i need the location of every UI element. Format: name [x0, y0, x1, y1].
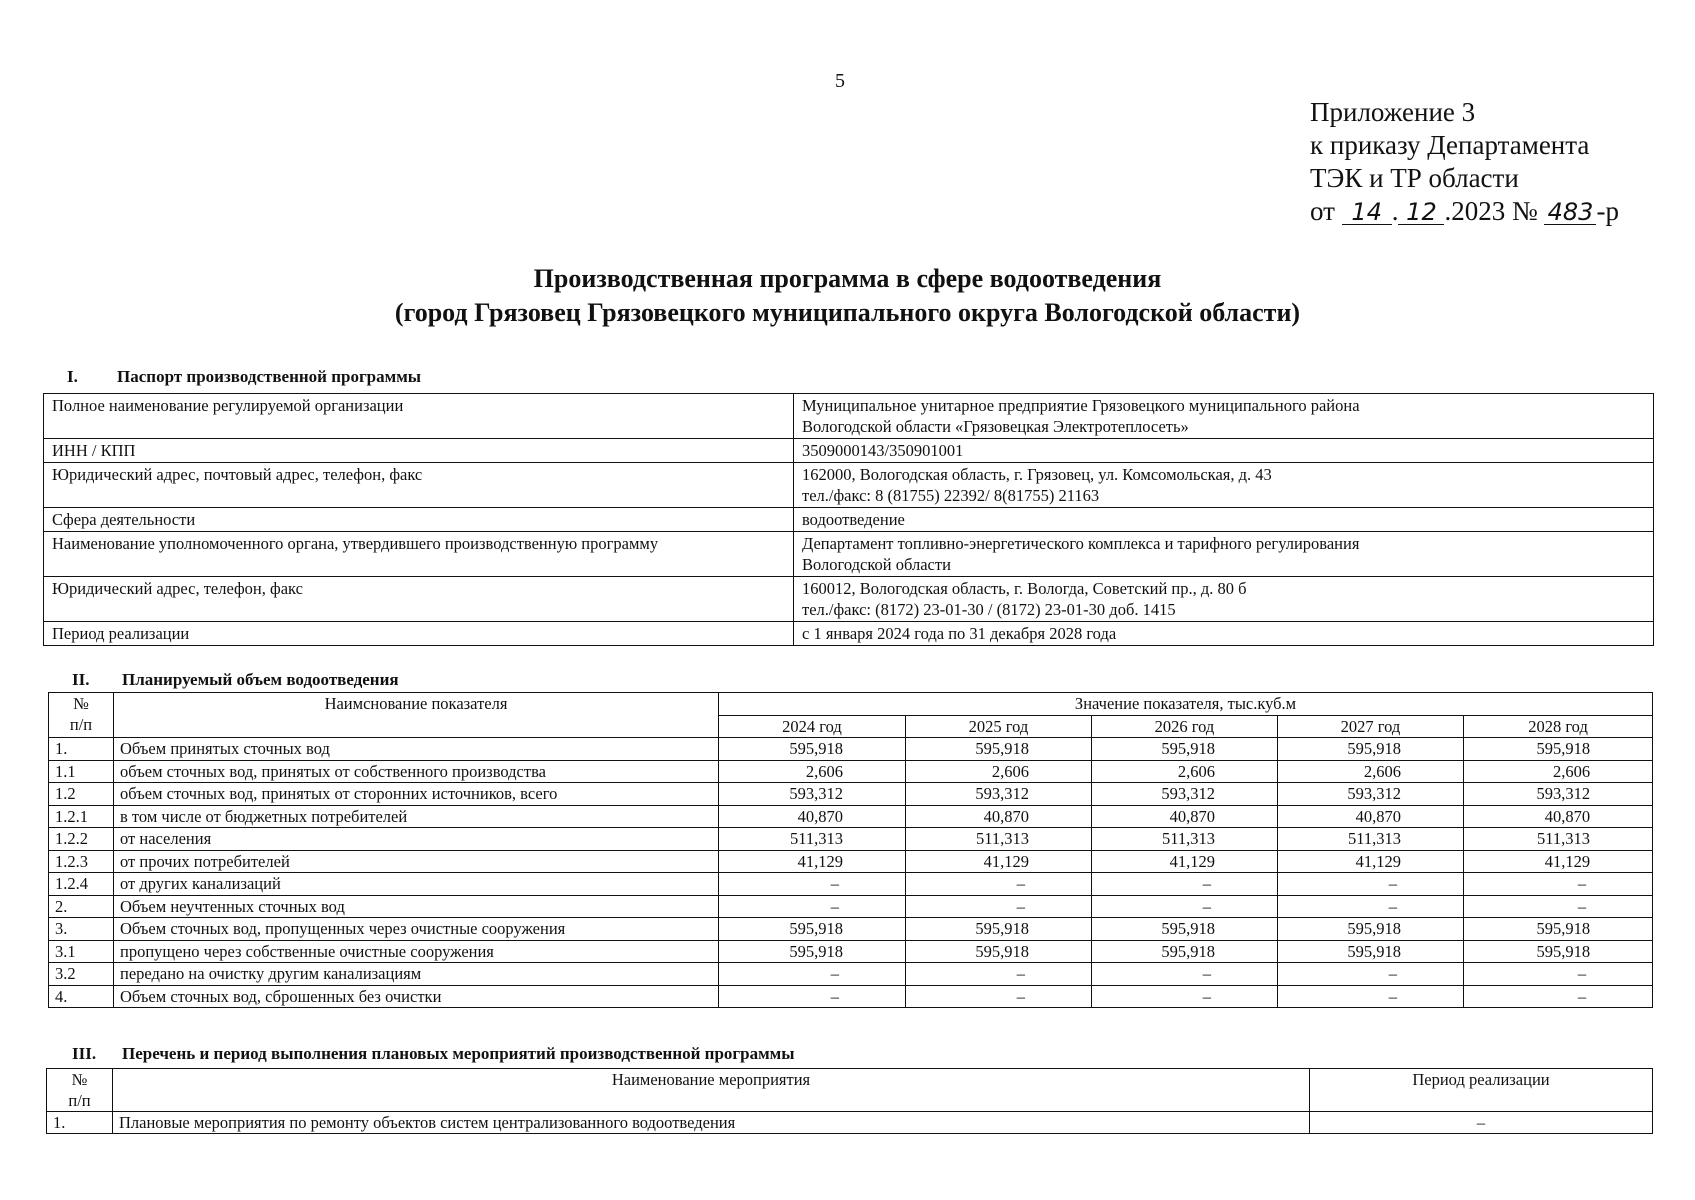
indicator-value: 2,606	[719, 760, 906, 783]
row-number: 1.2.2	[49, 828, 114, 851]
indicator-value: –	[1278, 873, 1464, 896]
row-number: 1.2	[49, 783, 114, 806]
section-1-title: Паспорт производственной программы	[117, 367, 422, 386]
indicator-value: 595,918	[1464, 918, 1653, 941]
indicator-value: –	[906, 895, 1092, 918]
col-num-line-1: №	[73, 694, 89, 713]
table-row	[49, 850, 1653, 873]
indicator-value: 41,129	[1464, 850, 1653, 873]
indicator-name: объем сточных вод, принятых от сторонних источников, всего	[114, 783, 719, 806]
passport-label: Наименование уполномоченного органа, утвердившего производственную программу	[44, 532, 794, 577]
appendix-block	[1310, 96, 1619, 228]
indicator-value: 595,918	[1278, 940, 1464, 963]
indicator-value: 2,606	[1278, 760, 1464, 783]
table-row	[47, 1112, 1653, 1134]
year-header: 2028 год	[1464, 715, 1653, 738]
passport-value	[794, 577, 1654, 622]
table-row	[49, 738, 1653, 761]
indicator-value: 511,313	[1278, 828, 1464, 851]
order-suffix: -р	[1596, 196, 1619, 226]
indicator-value: –	[719, 963, 906, 986]
indicator-name: передано на очистку другим канализациям	[114, 963, 719, 986]
volume-col-name: Наимснование показателя	[114, 693, 719, 738]
indicator-value: 2,606	[906, 760, 1092, 783]
indicator-name: объем сточных вод, принятых от собственного производства	[114, 760, 719, 783]
indicator-name: в том числе от бюджетных потребителей	[114, 805, 719, 828]
passport-row	[44, 577, 1654, 622]
table-row	[49, 963, 1653, 986]
passport-value-line: тел./факс: (8172) 23-01-30 / (8172) 23-01-30 доб. 1415	[802, 600, 1176, 619]
section-2-heading	[48, 670, 399, 690]
passport-row	[44, 463, 1654, 508]
indicator-name: от прочих потребителей	[114, 850, 719, 873]
passport-value-line: 3509000143/350901001	[802, 441, 964, 460]
col-num-line-1: №	[71, 1070, 88, 1089]
indicator-value: –	[1278, 985, 1464, 1008]
events-col-period: Период реализации	[1310, 1069, 1653, 1112]
passport-table	[43, 393, 1654, 646]
col-num-line-2: п/п	[68, 1091, 91, 1110]
year-header: 2025 год	[906, 715, 1092, 738]
passport-value	[794, 463, 1654, 508]
year-header: 2027 год	[1278, 715, 1464, 738]
volume-col-value: Значение показателя, тыс.куб.м	[719, 693, 1653, 716]
row-number: 3.1	[49, 940, 114, 963]
indicator-value: –	[1092, 873, 1278, 896]
passport-label: ИНН / КПП	[44, 439, 794, 463]
indicator-value: 41,129	[1092, 850, 1278, 873]
indicator-name: Объем сточных вод, сброшенных без очистки	[114, 985, 719, 1008]
table-row	[49, 828, 1653, 851]
indicator-value: 595,918	[906, 918, 1092, 941]
passport-value-line: Департамент топливно-энергетического комплекса и тарифного регулирования	[802, 534, 1360, 553]
passport-value	[794, 622, 1654, 646]
row-number: 1.1	[49, 760, 114, 783]
indicator-name: пропущено через собственные очистные сооружения	[114, 940, 719, 963]
passport-value	[794, 532, 1654, 577]
indicator-value: 41,129	[1278, 850, 1464, 873]
row-number: 1.2.4	[49, 873, 114, 896]
indicator-value: –	[1464, 895, 1653, 918]
title-line-2: (город Грязовец Грязовецкого муниципального округа Вологодской области)	[394, 298, 1301, 327]
appendix-date-line	[1310, 195, 1619, 228]
table-row	[49, 760, 1653, 783]
passport-row	[44, 532, 1654, 577]
indicator-value: 511,313	[906, 828, 1092, 851]
section-2-roman: II.	[72, 670, 90, 689]
table-row	[49, 918, 1653, 941]
indicator-value: –	[1464, 985, 1653, 1008]
passport-value	[794, 394, 1654, 439]
appendix-line-2: к приказу Департамента	[1310, 130, 1590, 160]
indicator-value: 40,870	[719, 805, 906, 828]
events-table	[46, 1068, 1653, 1134]
indicator-value: –	[1464, 873, 1653, 896]
indicator-value: 595,918	[1464, 940, 1653, 963]
row-number: 1.	[47, 1112, 113, 1134]
passport-value-line: тел./факс: 8 (81755) 22392/ 8(81755) 21163	[802, 486, 1100, 505]
passport-label: Юридический адрес, телефон, факс	[44, 577, 794, 622]
indicator-value: 593,312	[906, 783, 1092, 806]
indicator-value: 595,918	[1092, 738, 1278, 761]
indicator-value: 595,918	[719, 940, 906, 963]
indicator-value: 511,313	[1092, 828, 1278, 851]
indicator-value: 595,918	[1278, 918, 1464, 941]
section-3-roman: III.	[72, 1044, 97, 1063]
indicator-value: 595,918	[719, 738, 906, 761]
page-number: 5	[835, 70, 845, 92]
indicator-value: –	[1092, 985, 1278, 1008]
section-2-title: Планируемый объем водоотведения	[122, 670, 399, 689]
indicator-value: 511,313	[1464, 828, 1653, 851]
passport-value	[794, 508, 1654, 532]
section-1-roman: I.	[67, 367, 78, 386]
indicator-value: 40,870	[1092, 805, 1278, 828]
indicator-value: 40,870	[1464, 805, 1653, 828]
indicator-value: –	[719, 985, 906, 1008]
indicator-value: 595,918	[906, 738, 1092, 761]
indicator-value: 595,918	[719, 918, 906, 941]
indicator-value: 41,129	[719, 850, 906, 873]
indicator-value: –	[906, 985, 1092, 1008]
indicator-value: 593,312	[1092, 783, 1278, 806]
indicator-value: –	[906, 963, 1092, 986]
date-prefix: от	[1310, 196, 1335, 226]
indicator-name: от других канализаций	[114, 873, 719, 896]
indicator-value: 40,870	[1278, 805, 1464, 828]
passport-value-line: Вологодской области	[802, 555, 951, 574]
row-number: 2.	[49, 895, 114, 918]
passport-label: Полное наименование регулируемой организации	[44, 394, 794, 439]
indicator-value: –	[1092, 963, 1278, 986]
volume-table	[48, 692, 1653, 1008]
row-number: 3.2	[49, 963, 114, 986]
table-row	[49, 940, 1653, 963]
row-number: 3.	[49, 918, 114, 941]
events-col-name: Наименование мероприятия	[113, 1069, 1310, 1112]
indicator-value: 595,918	[1092, 918, 1278, 941]
passport-row	[44, 508, 1654, 532]
table-row	[49, 985, 1653, 1008]
row-number: 1.	[49, 738, 114, 761]
title-line-1: Производственная программа в сфере водоотведения	[533, 264, 1162, 293]
year-header: 2024 год	[719, 715, 906, 738]
passport-label: Сфера деятельности	[44, 508, 794, 532]
handwritten-month: 12	[1398, 200, 1444, 225]
year-header: 2026 год	[1092, 715, 1278, 738]
indicator-name: Объем принятых сточных вод	[114, 738, 719, 761]
indicator-name: от населения	[114, 828, 719, 851]
date-year: .2023 №	[1444, 196, 1538, 226]
indicator-value: 593,312	[1278, 783, 1464, 806]
indicator-name: Объем неучтенных сточных вод	[114, 895, 719, 918]
appendix-line-1: Приложение 3	[1310, 97, 1476, 127]
indicator-value: 593,312	[1464, 783, 1653, 806]
table-row	[49, 805, 1653, 828]
passport-value-line: водоотведение	[802, 510, 905, 529]
indicator-value: 595,918	[906, 940, 1092, 963]
event-name: Плановые мероприятия по ремонту объектов систем централизованного водоотведения	[113, 1112, 1310, 1134]
section-3-heading	[48, 1044, 795, 1064]
passport-row	[44, 394, 1654, 439]
row-number: 1.2.1	[49, 805, 114, 828]
passport-value	[794, 439, 1654, 463]
indicator-value: 2,606	[1464, 760, 1653, 783]
col-num-line-2: п/п	[69, 715, 93, 734]
document-title	[0, 262, 1695, 330]
indicator-value: –	[719, 895, 906, 918]
row-number: 4.	[49, 985, 114, 1008]
indicator-value: –	[719, 873, 906, 896]
table-row	[49, 895, 1653, 918]
event-period: –	[1310, 1112, 1653, 1134]
indicator-value: 41,129	[906, 850, 1092, 873]
passport-row	[44, 439, 1654, 463]
indicator-value: 40,870	[906, 805, 1092, 828]
indicator-value: 511,313	[719, 828, 906, 851]
events-col-num	[47, 1069, 113, 1112]
indicator-value: –	[1464, 963, 1653, 986]
passport-label: Период реализации	[44, 622, 794, 646]
passport-value-line: Вологодской области «Грязовецкая Электротеплосеть»	[802, 417, 1189, 436]
indicator-value: –	[1278, 895, 1464, 918]
passport-row	[44, 622, 1654, 646]
indicator-value: –	[1278, 963, 1464, 986]
indicator-value: 2,606	[1092, 760, 1278, 783]
passport-value-line: 162000, Вологодская область, г. Грязовец, ул. Комсомольская, д. 43	[802, 465, 1272, 484]
section-3-title: Перечень и период выполнения плановых мероприятий производственной программы	[122, 1044, 795, 1063]
handwritten-day: 14	[1342, 200, 1392, 225]
indicator-value: –	[906, 873, 1092, 896]
indicator-value: –	[1092, 895, 1278, 918]
indicator-value: 595,918	[1278, 738, 1464, 761]
indicator-name: Объем сточных вод, пропущенных через очистные сооружения	[114, 918, 719, 941]
indicator-value: 595,918	[1464, 738, 1653, 761]
passport-value-line: с 1 января 2024 года по 31 декабря 2028 года	[802, 624, 1117, 643]
passport-value-line: Муниципальное унитарное предприятие Грязовецкого муниципального района	[802, 396, 1360, 415]
indicator-value: 595,918	[1092, 940, 1278, 963]
section-1-heading	[43, 367, 421, 387]
passport-label: Юридический адрес, почтовый адрес, телефон, факс	[44, 463, 794, 508]
handwritten-order-number: 483	[1544, 200, 1596, 225]
table-row	[49, 783, 1653, 806]
row-number: 1.2.3	[49, 850, 114, 873]
passport-value-line: 160012, Вологодская область, г. Вологда, Советский пр., д. 80 б	[802, 579, 1247, 598]
indicator-value: 593,312	[719, 783, 906, 806]
appendix-line-3: ТЭК и ТР области	[1310, 163, 1519, 193]
volume-col-num	[49, 693, 114, 738]
table-row	[49, 873, 1653, 896]
date-dot: .	[1391, 196, 1399, 226]
